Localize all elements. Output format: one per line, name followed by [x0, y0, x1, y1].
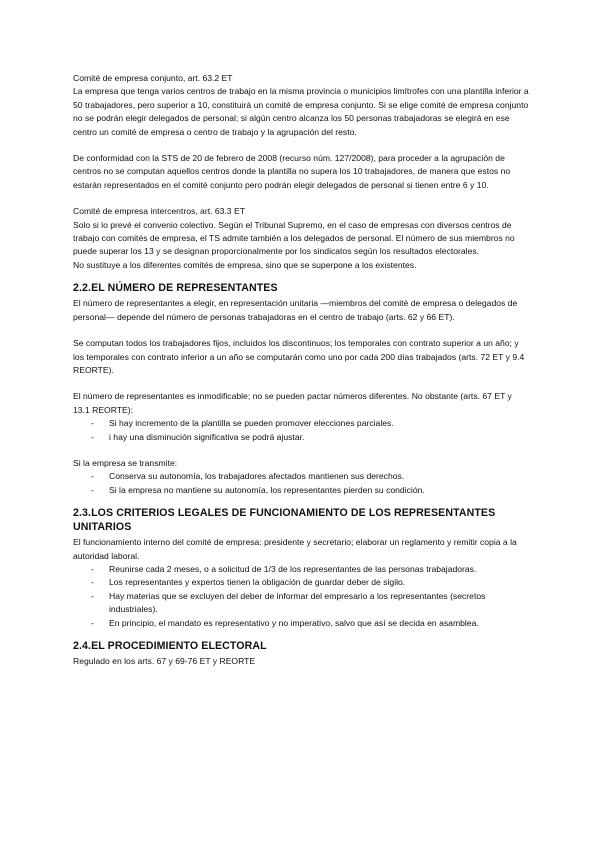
subsection-title-comite-intercentros: Comité de empresa intercentros, art. 63.3 ET	[73, 206, 245, 217]
list-item	[73, 431, 529, 444]
paragraph: El funcionamiento interno del comité de empresa: presidente y secretario; elaborar un reglamento y remitir copia a la autoridad laboral.	[73, 537, 517, 561]
paragraph: Regulado en los arts. 67 y 69-76 ET y REORTE	[73, 656, 256, 666]
list-item	[73, 417, 529, 430]
paragraph: La empresa que tenga varios centros de trabajo en la misma provincia o municipios limítrofes con una plantilla inferior a 50 trabajadores, pero superior a 10, constituirá un comité de empresa conjunto. Si se elige comité de empresa conjunto no se podrán elegir delegados de personal; si algún centro alcanza los 50 personas trabajadoras se elegirá en ese centro un comité de empresa o centro de trabajo y la agrupación del resto.	[73, 86, 529, 137]
list-marker: -	[91, 471, 94, 482]
list-marker: -	[91, 577, 94, 588]
list-marker: -	[91, 431, 94, 442]
document-body	[73, 72, 529, 668]
list-item-text: Reunirse cada 2 meses, o a solicitud de 1/3 de los representantes de las personas trabajadoras.	[109, 563, 477, 574]
paragraph: Se computan todos los trabajadores fijos, incluidos los discontinuos; los temporales con contrato superior a un año; y los temporales con contrato inferior a un año se computarán como uno por cada 200 días trabajados (arts. 72 ET y 9.4 REORTE).	[73, 338, 525, 375]
list-item-text: Conserva su autonomía, los trabajadores afectados mantienen sus derechos.	[109, 471, 405, 482]
paragraph: El número de representantes es inmodificable; no se pueden pactar números diferentes. No obstante (arts. 67 ET y 13.1 REORTE):	[73, 391, 512, 415]
subsection-title-comite-conjunto: Comité de empresa conjunto, art. 63.2 ET	[73, 73, 233, 83]
list-item-text: Si hay incremento de la plantilla se pueden promover elecciones parciales.	[109, 418, 394, 429]
list-item	[73, 617, 529, 630]
paragraph-gap	[73, 324, 529, 337]
list-item-text: Los representantes y expertos tienen la obligación de guardar deber de sigilo.	[109, 577, 406, 588]
list-item	[73, 590, 529, 617]
bullet-list	[73, 470, 529, 497]
paragraph: De conformidad con la STS de 20 de febrero de 2008 (recurso núm. 127/2008), para proceder a la agrupación de centros no se computan aquellos centros donde la plantilla no supera los 10 trabajadores, de manera que estos no estarán representados en el comité conjunto pero podrán elegir delegados de personal si tienen entre 6 y 10.	[73, 153, 511, 190]
list-marker: -	[91, 484, 94, 495]
list-item-text: Hay materias que se excluyen del deber de informar del empresario a los representantes (secretos industriales).	[109, 590, 486, 615]
list-item-text: Si la empresa no mantiene su autonomía, los representantes pierden su condición.	[109, 484, 425, 495]
paragraph-gap	[73, 377, 529, 390]
paragraph: Solo si lo prevé el convenio colectivo. Según el Tribunal Supremo, en el caso de empresas con diversos centros de trabajo con comités de empresa, el TS admite también a los delegados de personal. El número de sus miembros no puede superar los 13 y se designan proporcionalmente por los sindicatos según los resultados electorales.	[73, 219, 515, 257]
list-marker: -	[91, 563, 94, 574]
section-heading: 2.2.EL NÚMERO DE REPRESENTANTES	[73, 282, 278, 295]
section-comite-intercentros	[73, 205, 529, 272]
section-heading: 2.3.LOS CRITERIOS LEGALES DE FUNCIONAMIENTO DE LOS REPRESENTANTES UNITARIOS	[73, 507, 496, 534]
list-marker: -	[91, 617, 94, 628]
paragraph: Si la empresa se transmite:	[73, 457, 178, 468]
paragraph: No sustituye a los diferentes comités de empresa, sino que se superpone a los existentes.	[73, 259, 417, 270]
list-item-text: En principio, el mandato es representativo y no imperativo, salvo que así se decida en asamblea.	[109, 617, 479, 628]
list-item	[73, 470, 529, 483]
bullet-list	[73, 563, 529, 630]
bullet-list	[73, 417, 529, 444]
list-item	[73, 576, 529, 589]
list-marker: -	[91, 590, 94, 601]
paragraph-gap	[73, 192, 529, 205]
section-comite-conjunto	[73, 72, 529, 192]
paragraph-gap	[73, 139, 529, 152]
list-item	[73, 484, 529, 497]
list-item	[73, 563, 529, 576]
section-procedimiento-electoral	[73, 639, 529, 668]
section-numero-representantes	[73, 281, 529, 497]
list-item-text: i hay una disminución significativa se podrá ajustar.	[109, 431, 305, 442]
paragraph-gap	[73, 444, 529, 457]
list-marker: -	[91, 418, 94, 429]
section-heading: 2.4.EL PROCEDIMIENTO ELECTORAL	[73, 640, 267, 652]
paragraph: El número de representantes a elegir, en representación unitaria —miembros del comité de empresa o delegados de personal— depende del número de personas trabajadoras en el centro de trabajo (arts. 62 y 66 ET).	[73, 298, 518, 322]
section-criterios-legales	[73, 506, 529, 630]
